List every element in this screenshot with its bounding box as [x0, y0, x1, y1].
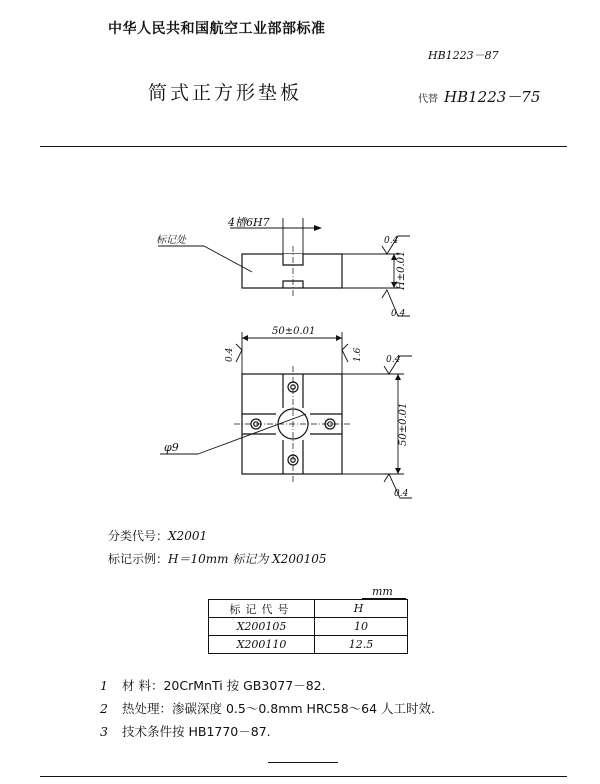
- classification-line: [108, 527, 207, 544]
- roughness-left: 0.4: [225, 347, 235, 362]
- row-code: X200105: [209, 618, 315, 636]
- replaces-label: 代替: [418, 94, 438, 105]
- table-header-row: [209, 600, 408, 618]
- slot-label: 4槽6H7: [228, 216, 270, 229]
- marking-line: [108, 550, 327, 567]
- mark-label: 标记处: [156, 235, 186, 246]
- classification-label: 分类代号：: [108, 529, 169, 543]
- classification-code: X2001: [168, 529, 208, 543]
- note-item: [100, 699, 435, 717]
- header-h: H: [315, 600, 408, 618]
- standard-number: HB1223－87: [428, 49, 499, 62]
- note-text: 技术条件按 HB1770－87.: [122, 724, 271, 739]
- note-text: 材 料：20CrMnTi 按 GB3077－82.: [122, 678, 326, 693]
- footer-divider: [40, 776, 567, 777]
- row-code: X200110: [209, 636, 315, 654]
- marking-example: H＝10mm 标记为 X200105: [168, 552, 327, 566]
- width-dimension: 50±0.01: [272, 326, 316, 337]
- height-dimension: H±0.01: [396, 250, 407, 290]
- length-dimension: 50±0.01: [398, 402, 409, 446]
- row-h: 12.5: [315, 636, 408, 654]
- note-number: 1: [100, 678, 108, 693]
- table-row: [209, 618, 408, 636]
- issuing-organization: 中华人民共和国航空工业部部标准: [108, 21, 326, 37]
- marking-table: [208, 599, 408, 654]
- roughness-plan-bottom: 0.4: [394, 489, 409, 499]
- end-short-rule: [268, 762, 338, 763]
- note-number: 3: [100, 724, 108, 739]
- hole-diameter-label: φ9: [164, 441, 179, 454]
- marking-label: 标记示例：: [108, 552, 169, 566]
- table-unit: mm: [372, 585, 393, 598]
- page-title: 简式正方形垫板: [148, 82, 303, 104]
- note-number: 2: [100, 701, 108, 716]
- roughness-top: 0.4: [384, 236, 399, 246]
- note-item: [100, 676, 326, 694]
- plan-view: [160, 332, 412, 498]
- replaces-number: HB1223－75: [444, 88, 541, 106]
- roughness-bottom: 0.4: [391, 309, 406, 319]
- front-view: [158, 218, 410, 316]
- note-item: [100, 722, 271, 740]
- table-row: [209, 636, 408, 654]
- roughness-right: 1.6: [353, 347, 363, 362]
- header-code: 标记代号: [209, 600, 315, 618]
- roughness-top-right: 0.4: [386, 355, 401, 365]
- row-h: 10: [315, 618, 408, 636]
- note-text: 热处理：渗碳深度 0.5～0.8mm HRC58～64 人工时效.: [122, 701, 436, 716]
